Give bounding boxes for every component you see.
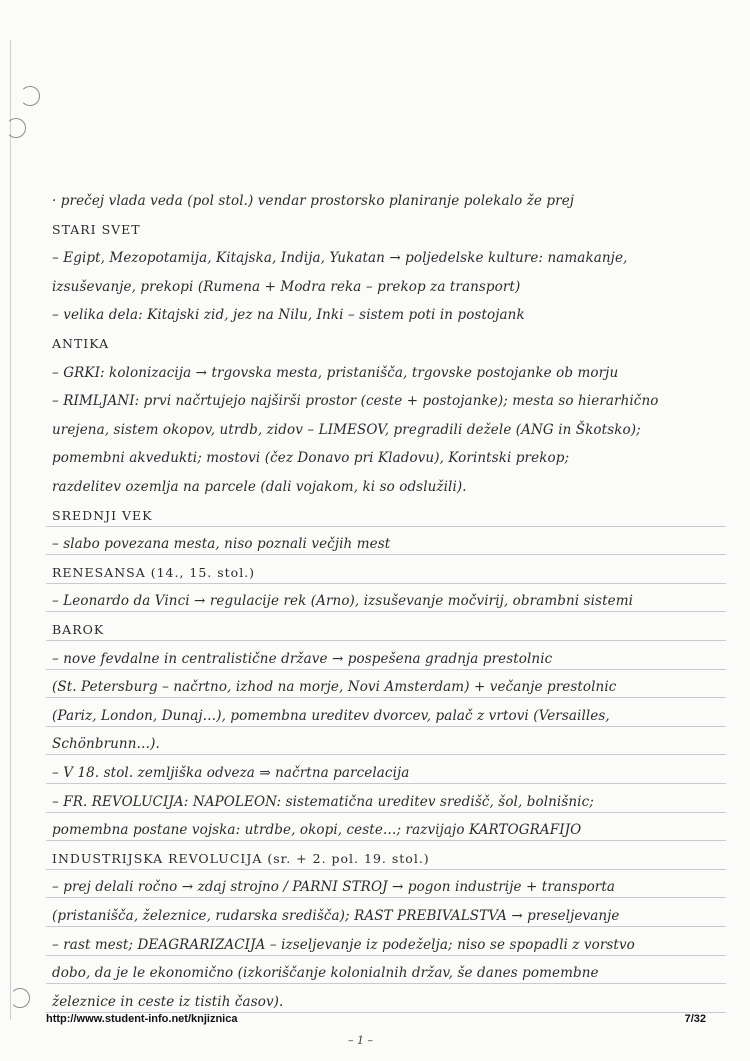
ruled-line	[46, 583, 726, 584]
note-line: – V 18. stol. zemljiška odveza ⇒ načrtna parcelacija	[52, 765, 410, 781]
ruled-line	[46, 726, 726, 727]
note-line: – rast mest; DEAGRARIZACIJA – izseljevanje iz podeželja; niso se spopadli z vorstvo	[52, 937, 635, 953]
ruled-line	[46, 812, 726, 813]
page-number: 7/32	[684, 1013, 706, 1025]
note-line: izsuševanje, prekopi (Rumena + Modra reka – prekop za transport)	[52, 279, 521, 295]
ruled-line	[46, 640, 726, 641]
note-line: urejena, sistem okopov, utrdb, zidov – LIMESOV, pregradili dežele (ANG in Škotsko);	[52, 422, 641, 438]
ruled-line	[46, 869, 726, 870]
ruled-line	[46, 611, 726, 612]
note-line: – nove fevdalne in centralistične države → pospešena gradnja prestolnic	[52, 651, 553, 667]
note-line: ANTIKA	[52, 336, 110, 351]
ruled-line	[46, 983, 726, 984]
footer-url[interactable]: http://www.student-info.net/knjiznica	[46, 1013, 238, 1025]
note-line: RENESANSA (14., 15. stol.)	[52, 565, 256, 580]
margin-line	[10, 40, 11, 1020]
note-line: – Egipt, Mezopotamija, Kitajska, Indija, Yukatan → poljedelske kulture: namakanje,	[52, 250, 628, 266]
note-line: – RIMLJANI: prvi načrtujejo najširši prostor (ceste + postojanke); mesta so hierarhično	[52, 393, 659, 409]
note-line: pomembni akvedukti; mostovi (čez Donavo pri Kladovu), Korintski prekop;	[52, 450, 570, 466]
note-line: – FR. REVOLUCIJA: NAPOLEON: sistematična ureditev središč, šol, bolnišnic;	[52, 794, 594, 810]
note-line: Schönbrunn…).	[52, 736, 160, 752]
note-line: – Leonardo da Vinci → regulacije rek (Arno), izsuševanje močvirij, obrambni sistemi	[52, 593, 634, 609]
note-line: BAROK	[52, 622, 105, 637]
note-line: pomembna postane vojska: utrdbe, okopi, ceste…; razvijajo KARTOGRAFIJO	[52, 822, 582, 838]
punch-hole-shadow-top	[6, 118, 26, 138]
note-line: železnice in ceste iz tistih časov).	[52, 994, 284, 1010]
note-line: dobo, da je le ekonomično (izkoriščanje kolonialnih držav, še danes pomembne	[52, 965, 599, 981]
note-line: – GRKI: kolonizacija → trgovska mesta, pristanišča, trgovske postojanke ob morju	[52, 365, 619, 381]
note-line: (St. Petersburg – načrtno, izhod na morje, Novi Amsterdam) + večanje prestolnic	[52, 679, 617, 695]
sheet-number: – 1 –	[348, 1034, 373, 1047]
ruled-line	[46, 754, 726, 755]
ruled-line	[46, 897, 726, 898]
note-line: STARI SVET	[52, 222, 141, 237]
punch-hole-top	[20, 86, 40, 106]
ruled-line	[46, 526, 726, 527]
note-line: – prej delali ročno → zdaj strojno / PARNI STROJ → pogon industrije + transporta	[52, 879, 616, 895]
ruled-line	[46, 840, 726, 841]
ruled-line	[46, 697, 726, 698]
note-line: INDUSTRIJSKA REVOLUCIJA (sr. + 2. pol. 19. stol.)	[52, 851, 430, 866]
note-line: – slabo povezana mesta, niso poznali večjih mest	[52, 536, 391, 552]
punch-hole-bottom	[10, 988, 30, 1008]
ruled-line	[46, 955, 726, 956]
ruled-line	[46, 554, 726, 555]
note-line: – velika dela: Kitajski zid, jez na Nilu, Inki – sistem poti in postojank	[52, 307, 525, 323]
note-line: (Pariz, London, Dunaj…), pomembna ureditev dvorcev, palač z vrtovi (Versailles,	[52, 708, 610, 724]
ruled-line	[46, 783, 726, 784]
note-line: razdelitev ozemlja na parcele (dali vojakom, ki so odslužili).	[52, 479, 467, 495]
note-line: SREDNJI VEK	[52, 508, 153, 523]
ruled-line	[46, 669, 726, 670]
note-line: (pristanišča, železnice, rudarska središča); RAST PREBIVALSTVA → preseljevanje	[52, 908, 620, 924]
note-line: · prečej vlada veda (pol stol.) vendar prostorsko planiranje polekalo že prej	[52, 193, 575, 209]
ruled-line	[46, 926, 726, 927]
